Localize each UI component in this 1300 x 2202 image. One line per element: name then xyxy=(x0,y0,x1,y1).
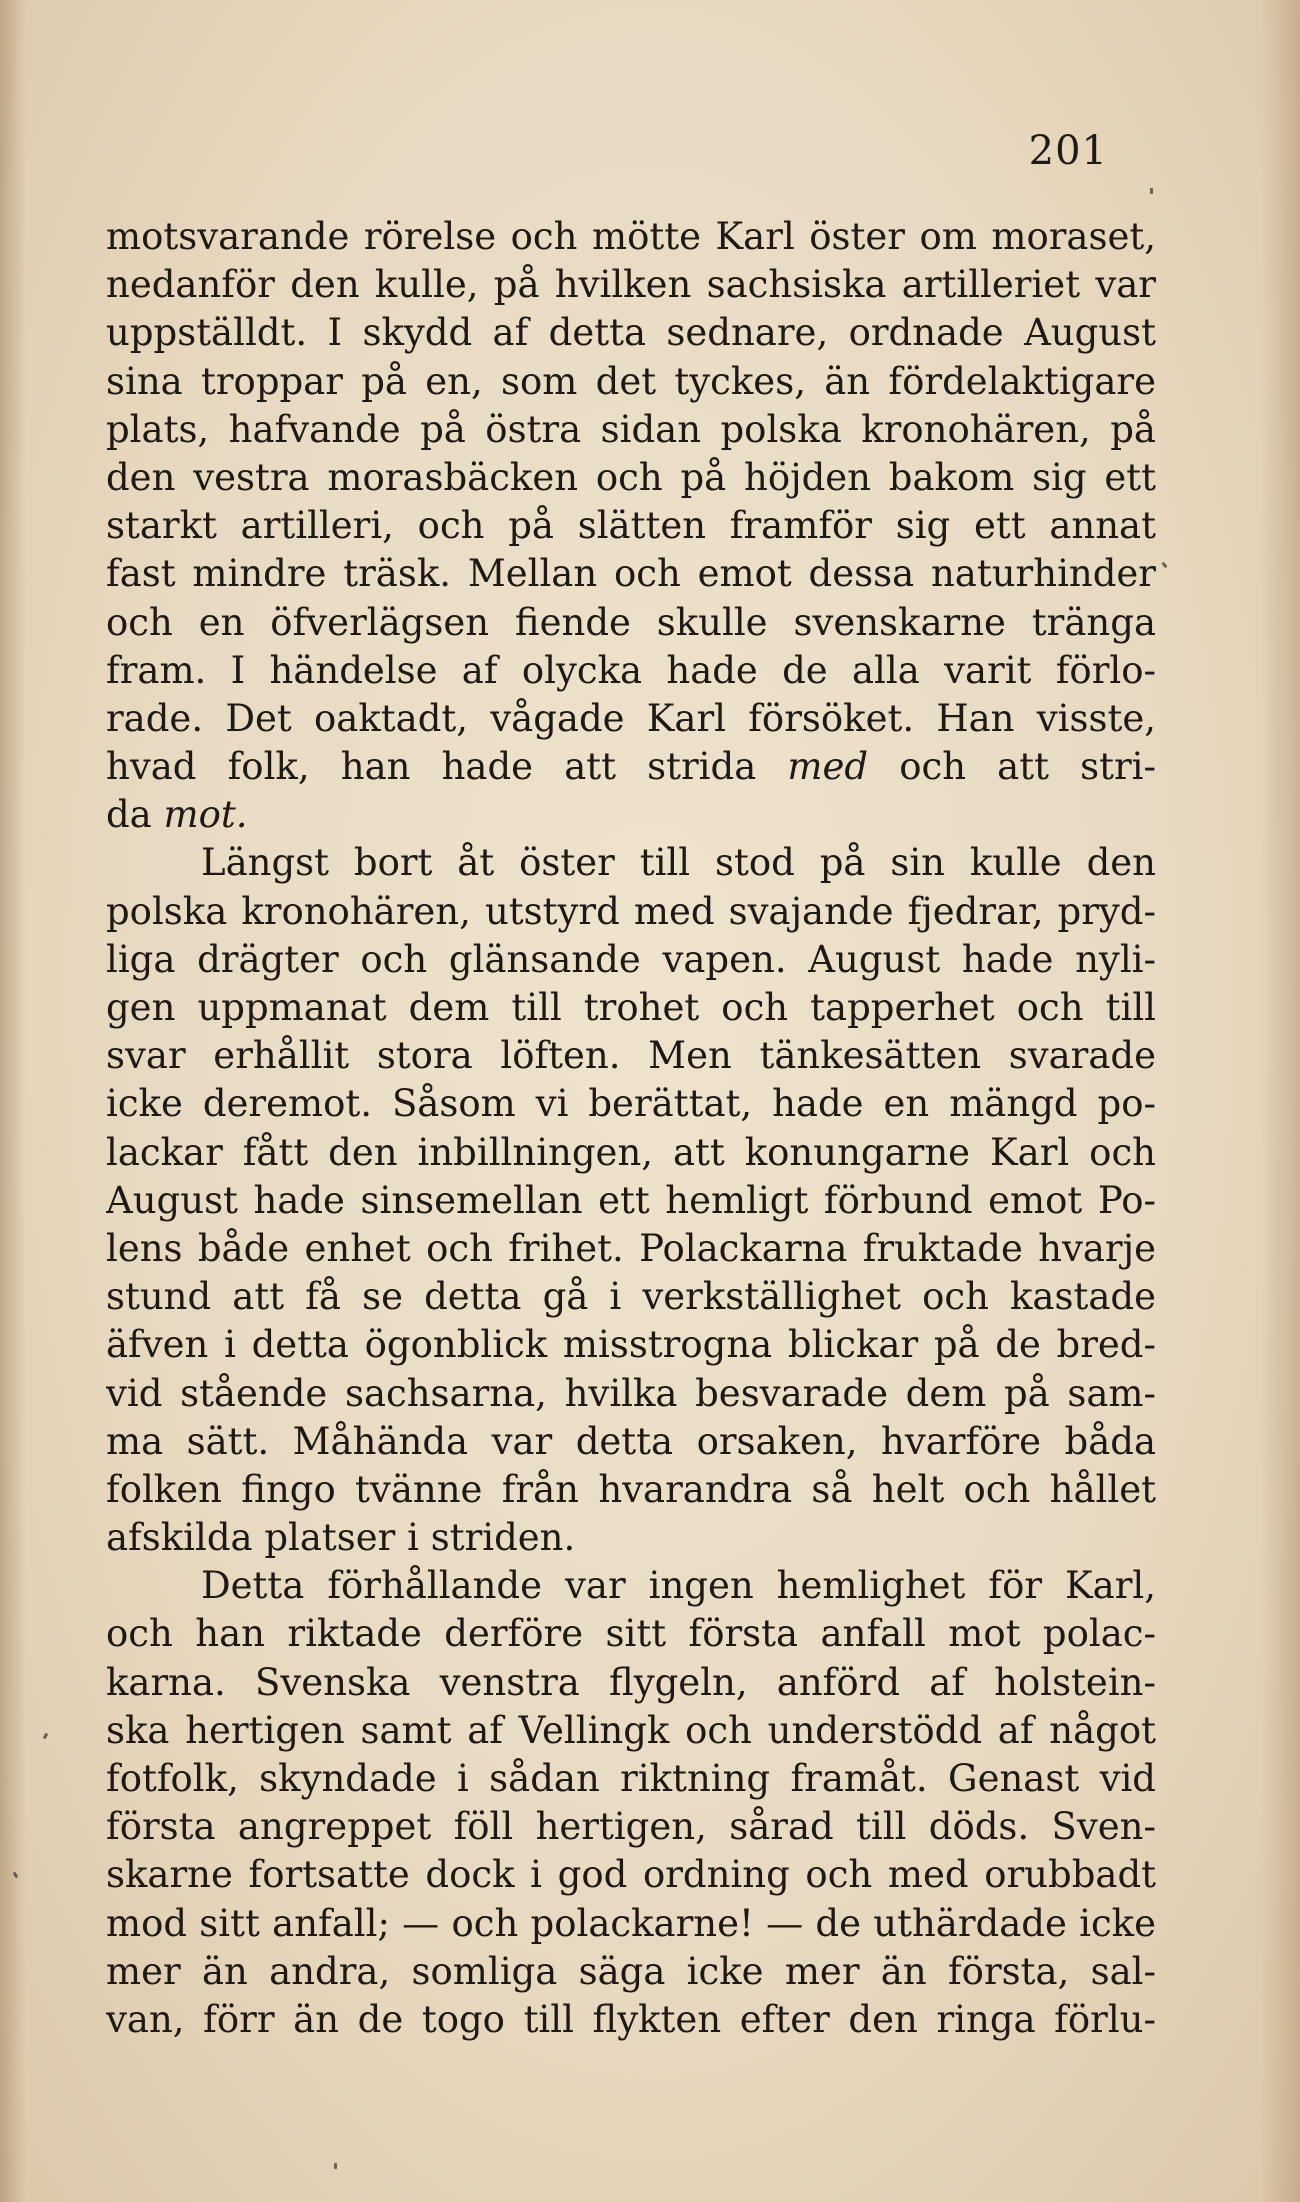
text-line: skarne fortsatte dock i god ordning och med orubbadt xyxy=(106,1853,1156,1897)
text-line: äfven i detta ögonblick misstrogna blickar på de bred- xyxy=(106,1323,1156,1367)
text-line: stund att få se detta gå i verkställighet och kastade xyxy=(106,1275,1156,1319)
text-line: polska kronohären, utstyrd med svajande fjedrar, pryd- xyxy=(106,889,1156,933)
italic-word: med xyxy=(787,745,869,789)
text-line: Längst bort åt öster till stod på sin kulle den xyxy=(201,841,1156,885)
body-text xyxy=(106,213,1156,2044)
text-line: rade. Det oaktadt, vågade Karl försöket. Han visste, xyxy=(106,696,1156,740)
text-line: uppställdt. I skydd af detta sednare, ordnade August xyxy=(106,311,1156,355)
text-line: starkt artilleri, och på slätten framför sig ett annat xyxy=(106,504,1156,548)
text-line: afskilda platser i striden. xyxy=(106,1516,576,1560)
text-line: ska hertigen samt af Vellingk och understödd af något xyxy=(106,1708,1156,1752)
text-line-mixed xyxy=(106,791,1156,839)
text-line: den vestra morasbäcken och på höjden bakom sig ett xyxy=(106,455,1156,499)
page-number: 201 xyxy=(1028,128,1108,174)
text-line: svar erhållit stora löften. Men tänkesätten svarade xyxy=(106,1034,1156,1078)
text-line: lackar fått den inbillningen, att konungarne Karl och xyxy=(106,1130,1156,1174)
text-segment: och att stri- xyxy=(899,745,1156,789)
text-line: fotfolk, skyndade i sådan riktning framåt. Genast vid xyxy=(106,1757,1156,1800)
text-line: plats, hafvande på östra sidan polska kronohären, på xyxy=(106,407,1156,451)
text-line: gen uppmanat dem till trohet och tapperhet och till xyxy=(106,986,1156,1029)
text-line: van, förr än de togo till flykten efter den ringa förlu- xyxy=(106,1997,1156,2041)
paper-speck xyxy=(334,2163,337,2169)
text-line: och han riktade derföre sitt första anfall mot polac- xyxy=(106,1612,1156,1656)
text-line: motsvarande rörelse och mötte Karl öster om moraset, xyxy=(106,215,1156,258)
text-line: folken fingo tvänne från hvarandra så helt och hållet xyxy=(106,1467,1156,1511)
text-line: lens både enhet och frihet. Polackarna fruktade hvarje xyxy=(106,1226,1156,1270)
text-line: icke deremot. Såsom vi berättat, hade en mängd po- xyxy=(106,1082,1156,1126)
text-line: Detta förhållande var ingen hemlighet för Karl, xyxy=(201,1564,1156,1608)
text-line-mixed xyxy=(106,743,1156,791)
text-line: första angreppet föll hertigen, sårad till döds. Sven- xyxy=(106,1805,1156,1849)
text-line: och en öfverlägsen fiende skulle svenskarne tränga xyxy=(106,600,1156,644)
text-line: nedanför den kulle, på hvilken sachsiska artilleriet var xyxy=(106,263,1156,307)
text-line: sina troppar på en, som det tyckes, än fördelaktigare xyxy=(106,359,1156,403)
text-line: karna. Svenska venstra flygeln, anförd af holstein- xyxy=(106,1660,1156,1704)
paper-speck xyxy=(1161,562,1167,569)
right-edge-shadow xyxy=(1260,0,1300,2202)
text-line: vid stående sachsarna, hvilka besvarade dem på sam- xyxy=(106,1371,1156,1415)
italic-word: mot. xyxy=(163,793,248,837)
text-line: fram. I händelse af olycka hade de alla varit förlo- xyxy=(106,648,1156,692)
paper-speck xyxy=(1150,188,1153,194)
text-line: mod sitt anfall; — och polackarne! — de uthärdade icke xyxy=(106,1901,1156,1945)
text-line: mer än andra, somliga säga icke mer än första, sal- xyxy=(106,1949,1156,1993)
text-line: liga drägter och glänsande vapen. August hade nyli- xyxy=(106,937,1156,981)
text-segment: da xyxy=(106,793,152,837)
text-line: fast mindre träsk. Mellan och emot dessa naturhinder xyxy=(106,552,1156,596)
text-segment: hvad folk, han hade att strida xyxy=(106,745,757,789)
paper-speck xyxy=(43,1733,49,1740)
text-line: August hade sinsemellan ett hemligt förbund emot Po- xyxy=(106,1178,1156,1222)
text-line: ma sätt. Måhända var detta orsaken, hvarföre båda xyxy=(106,1419,1156,1463)
